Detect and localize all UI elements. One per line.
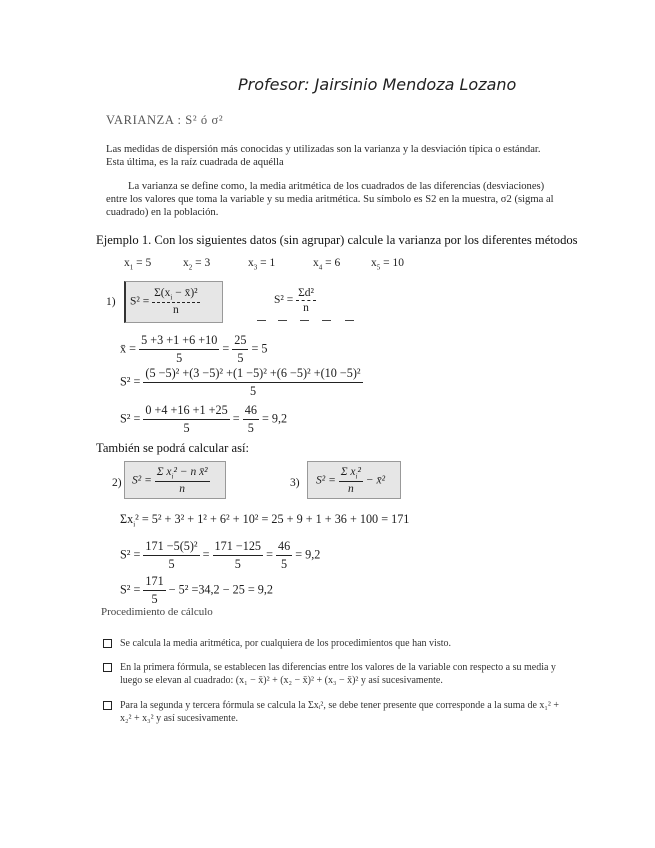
section-title: VARIANZA : S² ó σ²	[106, 113, 224, 127]
formula-1: S² = $\frac{\Sigma(x_i - x̄)^2}{n}$	[130, 287, 198, 317]
dash-mark	[257, 320, 266, 321]
variance-calc-formula-2: S² = $\frac{\text{171 −5(5)²}}{5}$ = $\frac{171 -125}{5}$ = $\frac{46}{5}$ = 9,2	[120, 539, 321, 571]
dash-mark	[345, 320, 354, 321]
dash-mark	[278, 320, 287, 321]
bullet-square-icon	[103, 639, 112, 648]
formula-2-label: 2)	[112, 477, 122, 489]
data-value-x5: $x_5 = 10$	[371, 257, 404, 272]
example-title: Ejemplo 1. Con los siguientes datos (sin agrupar) calcule la varianza por los diferentes métodos	[96, 233, 578, 247]
formula-3-label: 3)	[290, 477, 300, 489]
formula-3: S² = $\frac{\Sigma x_i^2}{n}$ − x̄²	[316, 466, 386, 496]
data-value-x1: $x_1 = 5$	[124, 257, 152, 272]
mean-calculation: x̄ = $\frac{5 +3 +1 +6 +10}{5}$ = $\frac{25}{5}$ = 5	[120, 333, 268, 365]
data-value-x3: $x_3 = 1$	[248, 257, 276, 272]
variance-expanded: S² = $\frac{\text{(5 −5)² +(3 −5)² +(1 −5)² +(6 −5)² +(10 −5)²}}{5}$	[120, 366, 361, 398]
page-header-title: Profesor: Jairsinio Mendoza Lozano	[238, 75, 517, 94]
procedure-title: Procedimiento de cálculo	[101, 606, 213, 618]
data-value-x4: $x_4 = 6$	[313, 257, 341, 272]
sum-of-squares: $\Sigma x_i^2 = 5^2 + 3^2 + 1^2 + 6^2 + 10^2 = 25 + 9 + 1 + 36 + 100 = 171$	[120, 512, 410, 529]
variance-sum: S² = $\frac{0 +4 +16 +1 +25}{5}$ = $\frac{46}{5}$ = 9,2	[120, 403, 288, 435]
formula-1-label: 1)	[106, 296, 116, 308]
variance-calc-formula-3: S² = $\frac{171}{5}$ − 5² =34,2 − 25 = 9,2	[120, 574, 274, 606]
data-value-x2: $x_2 = 3$	[183, 257, 211, 272]
bullet-square-icon	[103, 663, 112, 672]
dash-mark	[322, 320, 331, 321]
dash-mark	[300, 320, 309, 321]
bullet-square-icon	[103, 701, 112, 710]
alternative-label: También se podrá calcular así:	[96, 441, 249, 455]
formula-2: S² = $\frac{\Sigma x_i^2 - n x̄^2}{n}$	[132, 466, 208, 496]
formula-deviation: S² = $\frac{\text{Σd²}}{n}$	[274, 287, 314, 314]
intro-paragraph: Las medidas de dispersión más conocidas y utilizadas son la varianza y la desviación típica o estándar. Esta última, es la raíz cuadrada de aquélla	[106, 144, 541, 168]
definition-paragraph: La varianza se define como, la media aritmética de los cuadrados de las diferencias (desviaciones) entre los valores que toma la variable y su media aritmética. Su símbolo es S2 en la muestra, σ2 (sigma al cuadrado) en la población.	[106, 181, 554, 218]
